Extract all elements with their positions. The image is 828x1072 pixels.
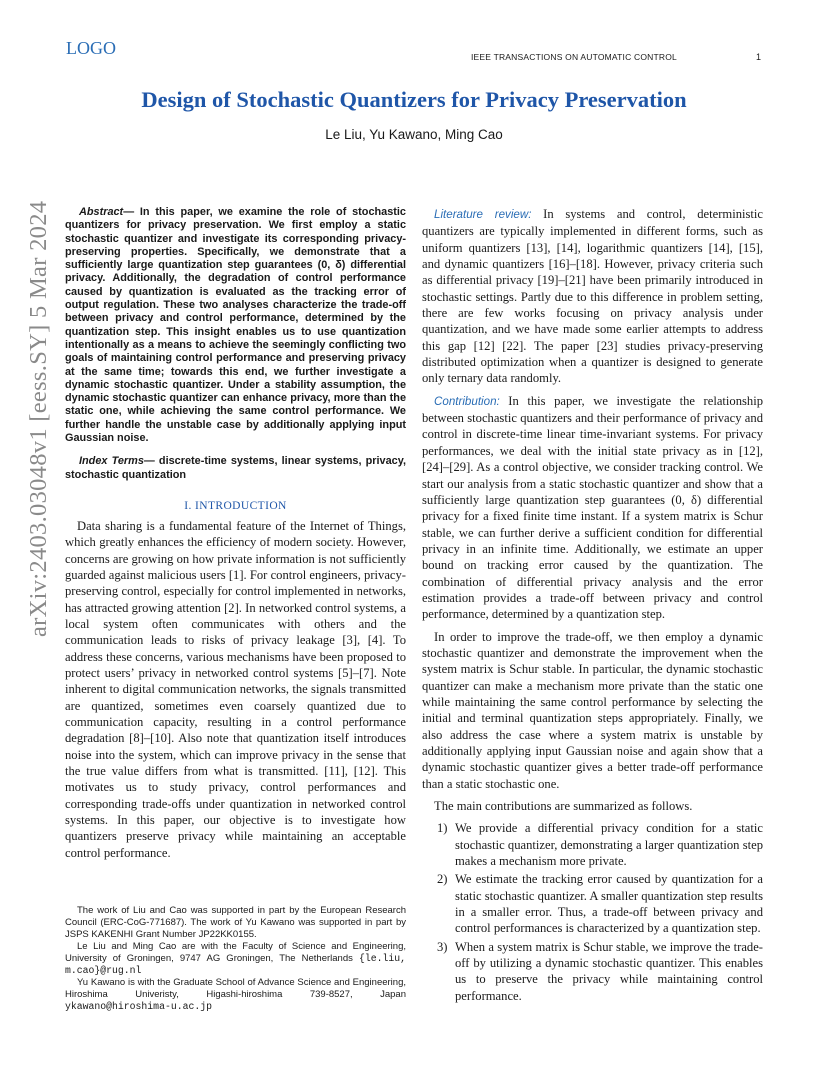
- footnote-email-2: ykawano@hiroshima-u.ac.jp: [65, 1001, 212, 1012]
- contribution-text: In this paper, we investigate the relationship between stochastic quantizers and their performance of privacy and control in discrete-time linear time-invariant systems. For privacy performances, we deal with the initial state privacy as in [12], [24]–[29]. As a control objective, we consider tracking control. We start our analysis from a static stochastic quantizer and show that a sufficiently large quantization step guarantees (0, δ) differential privacy for a fixed finite time instant. If a system matrix is Schur stable, we can further derive a sufficient condition for differential privacy in an infinite time. Additionally, we estimate an upper bound on tracking error caused by the quantization. The combination of differential privacy analysis and the error estimation provides a trade-off between privacy and control performance, determined by a quantization step.: [422, 393, 763, 622]
- footnote-affiliation-1: [65, 941, 406, 977]
- list-item: [422, 939, 763, 1004]
- index-terms: [65, 455, 406, 482]
- literature-review-text: In systems and control, deterministic quantizers are typically implemented in different forms, such as uniform quantizers [13], [14], logarithmic quantizers [14], [15], and dynamic quantizers [16]–[18]. However, privacy criteria such as differential privacy [19]–[21] have been primarily introduced in stochastic settings. Partly due to this difference in problem setting, there are few works focusing on privacy analysis under quantization, and we have made some earlier attempts to address this gap [12] [22]. The paper [23] studies privacy-preserving distributed optimization when a quantizer is designed to generate only ternary data randomly.: [422, 207, 763, 386]
- index-terms-text: — discrete-time systems, linear systems, privacy, stochastic quantization: [65, 455, 406, 481]
- footnote-funding: The work of Liu and Cao was supported in part by the European Research Council (ERC-CoG-771687). The work of Yu Kawano was supported in part by JSPS KAKENHI Grant Number JP22KK0155.: [65, 905, 406, 940]
- contributions-list: [422, 820, 763, 1004]
- introduction-paragraph: Data sharing is a fundamental feature of the Internet of Things, which greatly enhances the efficiency of modern society. However, concerns are growing on how private information is not sufficiently guarded against malicious users [1]. For control engineers, privacy-preserving control, especially for control implemented in networks, has attracted growing attention [2]. In networked control systems, a local system often communicates with others and the communication leads to risks of privacy leakage [3], [4]. To address these concerns, various mechanisms have been proposed to protect users’ privacy in networked control systems [5]–[7]. Note inherent to digital communication networks, the signals transmitted are quantized, sometimes even coarsely quantized due to communication capacity, resulting in a control performance degradation [8]–[10]. Also note that quantization itself introduces noise into the system, which can improve privacy in the sense that the true value differs from what is transmitted. [11], [12]. This motivates us to study privacy, control performances and corresponding trade-offs under quantization in networked control systems. In this paper, our objective is to investigate how quantizers preserve privacy while maintaining an acceptable control performance.: [65, 518, 406, 860]
- abstract: [65, 206, 406, 445]
- contribution-paragraph: [422, 393, 763, 623]
- contribution-lead: Contribution:: [434, 394, 500, 408]
- footnote-affil2-text: Yu Kawano is with the Graduate School of Advance Science and Engineering, Hiroshima Univeristy, Higashi-hiroshima 739-8527, Japan: [65, 977, 406, 1000]
- abstract-lead: Abstract: [79, 206, 124, 218]
- summary-sentence: The main contributions are summarized as follows.: [434, 799, 693, 814]
- left-column: [65, 206, 406, 861]
- tradeoff-paragraph: In order to improve the trade-off, we then employ a dynamic stochastic quantizer and demonstrate the improvement when the system matrix is Schur stable. In particular, the dynamic stochastic quantizer can make a mechanism more private than the static one while maintaining the same control performance by selecting the initial and terminal quantization steps appropriately. Finally, we also address the case where a system matrix is unstable by additionally applying input Gaussian noise and again show that a dynamic stochastic quantizer gives a better trade-off performance than a static stochastic one.: [422, 629, 763, 791]
- page-number: 1: [756, 52, 762, 62]
- paper-title: Design of Stochastic Quantizers for Privacy Preservation: [141, 87, 687, 112]
- section-heading-introduction: I. INTRODUCTION: [184, 499, 287, 512]
- list-item: [422, 871, 763, 936]
- list-item-number: 3): [437, 939, 448, 954]
- list-item: [422, 820, 763, 869]
- right-column: [422, 206, 763, 1006]
- arxiv-identifier: arXiv:2403.03048v1 [eess.SY] 5 Mar 2024: [25, 200, 52, 637]
- list-item-text: We estimate the tracking error caused by quantization for a static stochastic quantizer. A smaller quantization step results in a smaller error. Thus, a trade-off between privacy and control performances is characterized by a quantization step.: [455, 872, 763, 936]
- journal-logo: LOGO: [66, 38, 116, 58]
- footnote-email-1: {le.liu, m.cao}@rug.nl: [65, 953, 406, 976]
- list-item-number: 1): [437, 821, 448, 836]
- footnotes: [65, 905, 406, 1013]
- abstract-text: — In this paper, we examine the role of stochastic quantizers for privacy preservation. We first employ a static stochastic quantizer and investigate its corresponding privacy-preserving properties. Specifically, we demonstrate that a sufficiently large quantization step guarantees (0, δ) differential privacy. Additionally, the degradation of control performance caused by quantization is evaluated as the tracking error of output regulation. These two analyses characterize the trade-off between privacy and control performance, determined by the quantization step. This insight enables us to use quantization intentionally as a means to achieve the seemingly conflicting two goals of maintaining control performance and preserving privacy at the same time; towards this end, we further investigate a dynamic stochastic quantizer. Under a stability assumption, the dynamic stochastic quantizer can enhance privacy, more than the static one, while achieving the same control performance. We further handle the unstable case by additionally applying input Gaussian noise.: [65, 206, 406, 445]
- list-item-number: 2): [437, 872, 448, 887]
- running-head: IEEE TRANSACTIONS ON AUTOMATIC CONTROL: [471, 52, 677, 62]
- paper-authors: Le Liu, Yu Kawano, Ming Cao: [325, 127, 503, 142]
- index-terms-lead: Index Terms: [79, 455, 144, 468]
- list-item-text: We provide a differential privacy condition for a static stochastic quantizer, demonstrating a larger quantization step makes a mechanism more private.: [455, 821, 763, 869]
- literature-review-paragraph: [422, 206, 763, 387]
- footnote-affiliation-2: [65, 977, 406, 1013]
- list-item-text: When a system matrix is Schur stable, we improve the trade-off by utilizing a dynamic stochastic quantizer. This enables us to preserve the privacy while maintaining control performance.: [455, 939, 763, 1003]
- literature-review-lead: Literature review:: [434, 208, 532, 221]
- footnote-affil1-text: Le Liu and Ming Cao are with the Faculty of Science and Engineering, University of Groningen, 9747 AG Groningen, The Netherlands: [65, 941, 406, 964]
